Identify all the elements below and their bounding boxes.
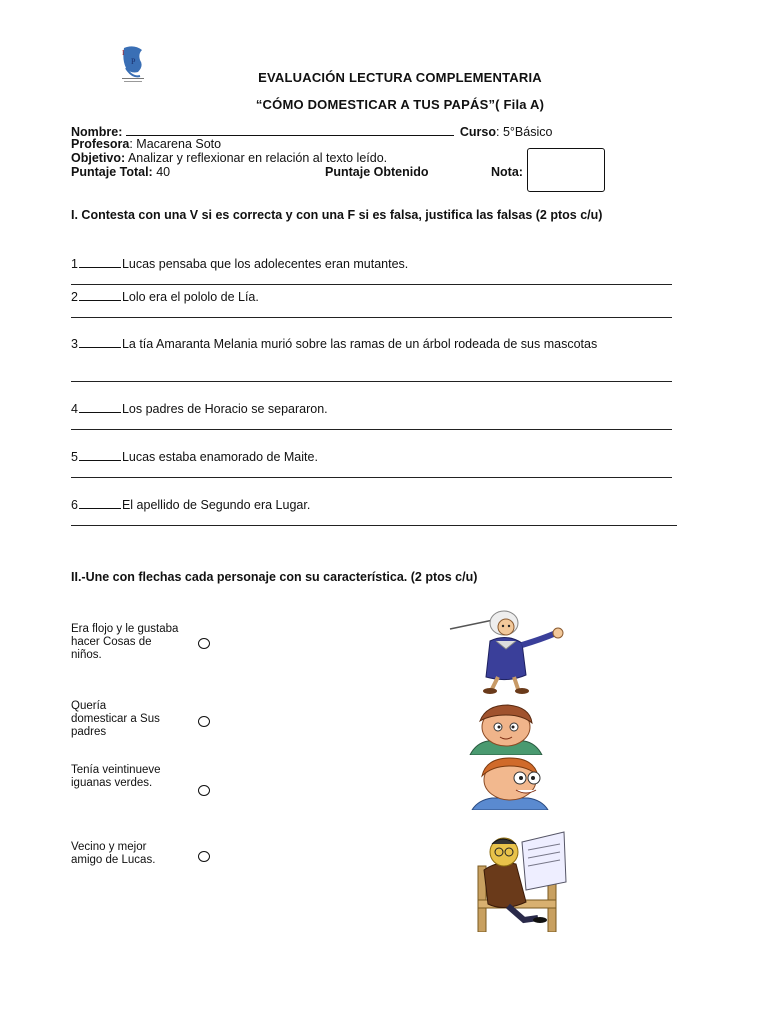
nota-label: Nota: [491, 165, 523, 179]
question-text: Lucas pensaba que los adolecentes eran mutantes. [121, 257, 409, 271]
answer-blank[interactable] [79, 289, 121, 301]
objetivo-label: Objetivo: [71, 151, 126, 165]
section1-instructions: I. Contesta con una V si es correcta y con una F si es falsa, justifica las falsas (2 ptos c/u) [71, 208, 603, 222]
svg-text:I: I [122, 49, 125, 57]
puntaje-total-label: Puntaje Total: [71, 165, 153, 179]
connect-dot[interactable] [198, 851, 210, 862]
nombre-blank[interactable] [126, 124, 454, 136]
man-reading-newspaper-icon [468, 830, 570, 932]
puntaje-total-row [71, 165, 170, 179]
boy-character-icon [462, 703, 548, 755]
page-title: EVALUACIÓN LECTURA COMPLEMENTARIA [258, 70, 542, 85]
question-number: 5 [71, 450, 78, 464]
question-number: 2 [71, 290, 78, 304]
connect-dot[interactable] [198, 716, 210, 727]
nota-box[interactable] [527, 148, 605, 192]
justification-line[interactable] [71, 317, 672, 318]
question-number: 4 [71, 402, 78, 416]
answer-blank[interactable] [79, 497, 121, 509]
connect-dot[interactable] [198, 638, 210, 649]
answer-blank[interactable] [79, 336, 121, 348]
justification-line[interactable] [71, 525, 677, 526]
question-number: 6 [71, 498, 78, 512]
characteristic-2: Quería domesticar a Sus padres [71, 700, 160, 738]
characteristic-4: Vecino y mejor amigo de Lucas. [71, 841, 156, 866]
question-3 [71, 336, 661, 352]
answer-blank[interactable] [79, 401, 121, 413]
justification-line[interactable] [71, 477, 672, 478]
question-4 [71, 401, 661, 417]
question-1 [71, 256, 661, 272]
objetivo-row [71, 151, 387, 165]
question-text: Los padres de Horacio se separaron. [121, 402, 328, 416]
puntaje-obtenido-label: Puntaje Obtenido [325, 165, 429, 179]
page-subtitle: “CÓMO DOMESTICAR A TUS PAPÁS”( Fila A) [255, 97, 545, 112]
old-lady-character-icon [446, 605, 570, 697]
question-2 [71, 289, 661, 305]
question-text: El apellido de Segundo era Lugar. [121, 498, 311, 512]
objetivo-value: Analizar y reflexionar en relación al texto leído. [125, 151, 388, 165]
nombre-label: Nombre: [71, 125, 123, 139]
svg-text:P: P [131, 57, 136, 66]
section2-points: (2 ptos c/u) [410, 570, 478, 584]
section2-instructions-text: II.-Une con flechas cada personaje con su característica. [71, 570, 408, 584]
answer-blank[interactable] [79, 256, 121, 268]
characteristic-3: Tenía veintinueve iguanas verdes. [71, 764, 161, 789]
puntaje-total-value: 40 [152, 165, 171, 179]
profesora-value: : Macarena Soto [129, 137, 222, 151]
connect-dot[interactable] [198, 785, 210, 796]
curso-value: : 5°Básico [496, 125, 553, 139]
question-text: Lucas estaba enamorado de Maite. [121, 450, 318, 464]
question-text: La tía Amaranta Melania murió sobre las ramas de un árbol rodeada de sus mascotas [121, 337, 598, 351]
curso-label: Curso [459, 125, 497, 139]
profesora-row [71, 137, 221, 151]
question-text: Lolo era el pololo de Lía. [121, 290, 259, 304]
question-5 [71, 449, 661, 465]
question-number: 1 [71, 257, 78, 271]
justification-line[interactable] [71, 429, 672, 430]
characteristic-1: Era flojo y le gustaba hacer Cosas de niños. [71, 623, 179, 661]
section2-instructions [71, 569, 691, 586]
justification-line[interactable] [71, 284, 672, 285]
question-6 [71, 497, 661, 513]
justification-line[interactable] [71, 381, 672, 382]
redhead-boy-character-icon [466, 754, 554, 810]
answer-blank[interactable] [79, 449, 121, 461]
profesora-label: Profesora [71, 137, 130, 151]
question-number: 3 [71, 337, 78, 351]
